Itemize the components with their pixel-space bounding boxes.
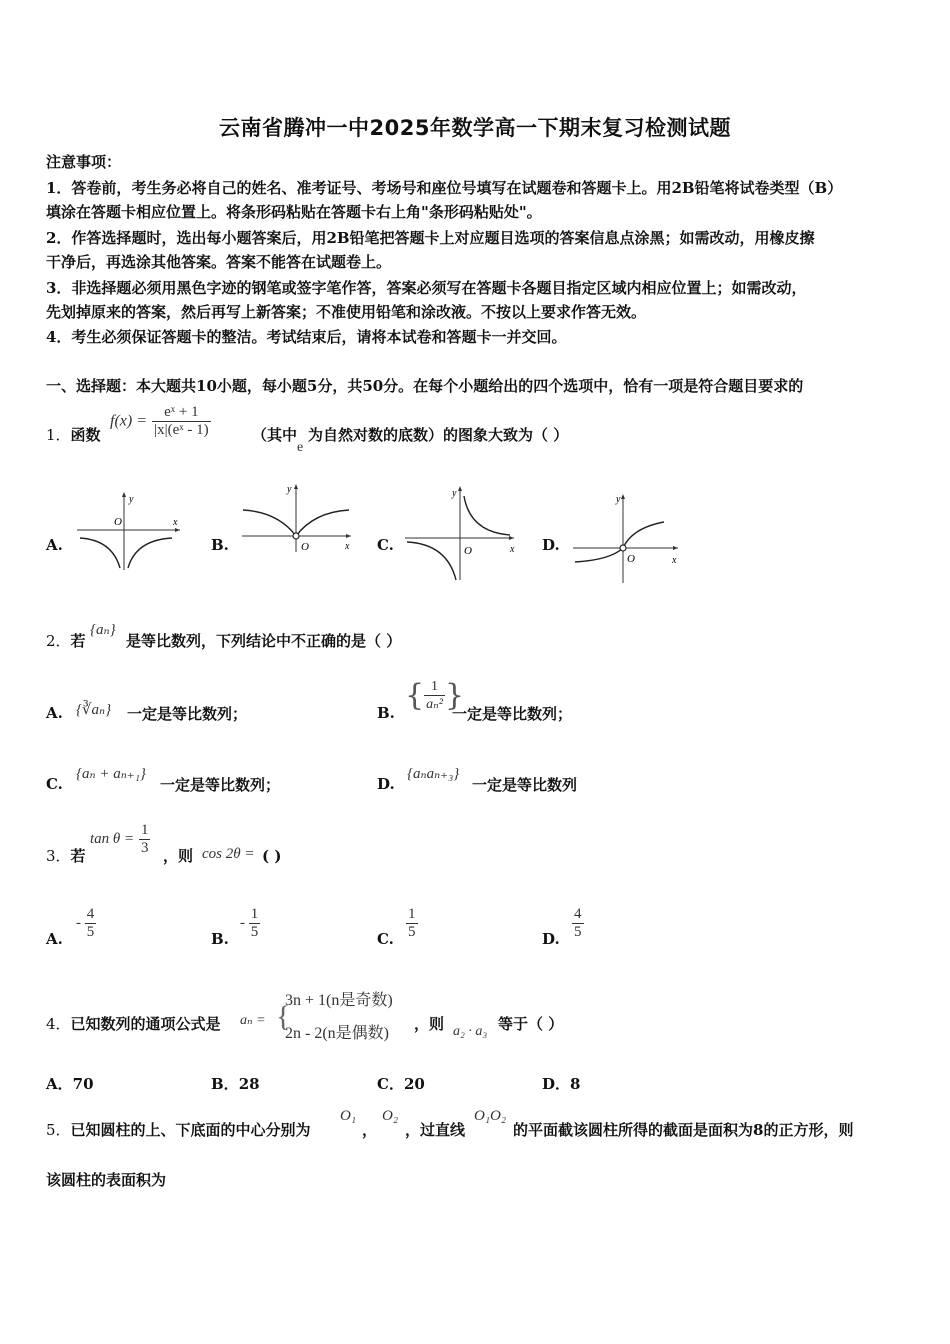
q3-option-d-value (572, 906, 584, 941)
q1-option-b-label: B. (211, 536, 229, 554)
q3-cos: cos 2θ = (202, 846, 255, 862)
q2-number: 2． (46, 632, 71, 650)
q3-option-c-value (406, 906, 418, 941)
q4-case-1: 3n + 1(n是奇数) (285, 992, 393, 1009)
curve-left (407, 542, 456, 580)
q2-option-b-num: 1 (424, 679, 445, 696)
q3-tan: tan θ = (90, 831, 135, 847)
notice-line-3a: 3．非选择题必须用黑色字迹的钢笔或签字笔作答，答案必须写在答题卡各题目指定区域内相应位置上；如需改动， (46, 279, 807, 297)
sign: - (240, 915, 245, 931)
fraction (249, 906, 261, 941)
q4-option-c (377, 1073, 425, 1094)
q4-tail: 等于（ ） (498, 1015, 564, 1033)
q3-option-a-value (76, 906, 96, 941)
q3-option-d-label: D. (542, 930, 560, 948)
q1-option-c-label: C. (377, 536, 394, 554)
q3-number: 3． (46, 847, 71, 865)
q4-option-d (542, 1073, 580, 1094)
notice-line-3b: 先划掉原来的答案，然后再写上新答案；不准使用铅笔和涂改液。不按以上要求作答无效。 (46, 303, 647, 321)
q2-option-c-text: 一定是等比数列； (160, 776, 281, 794)
q3-lead: 若 (70, 847, 86, 865)
den: 5 (86, 924, 95, 940)
q3-fraction-num: 1 (140, 822, 149, 838)
q3-option-c-label: C. (377, 930, 394, 948)
question-5 (46, 1120, 311, 1140)
q1-option-d-label: D. (542, 536, 560, 554)
notice-heading: 注意事项： (46, 153, 122, 171)
q2-option-b-fraction (424, 679, 445, 713)
curve-right (623, 522, 664, 548)
q5-mid: ，过直线 (405, 1121, 466, 1139)
brace-left: { (405, 678, 425, 713)
label: D． (542, 1075, 571, 1093)
q4-mid: ，则 (414, 1015, 445, 1033)
q1-graph-d (570, 490, 685, 585)
axis-x-label: x (510, 544, 515, 555)
q1-graph-b (238, 480, 358, 555)
curve-left (243, 510, 296, 536)
hollow-point (293, 533, 299, 539)
q1-numerator: eˣ + 1 (152, 404, 211, 422)
q2-option-d-expr: {aₙaₙ₊₃} (407, 766, 460, 782)
value: 28 (238, 1075, 260, 1093)
q2-option-b-label: B. (377, 704, 395, 722)
axis-y-label: y (129, 494, 134, 505)
axis-x-label: x (173, 517, 178, 528)
q3-option-a-label: A. (46, 930, 63, 948)
num: 1 (408, 906, 416, 922)
q2-option-d-text: 一定是等比数列 (472, 776, 578, 794)
q3-option-b-label: B. (211, 930, 229, 948)
brace-right: } (444, 678, 465, 713)
question-3 (46, 846, 86, 866)
q1-graph-c (402, 482, 522, 582)
num: 4 (574, 906, 582, 922)
q5-o1: O₁ (340, 1108, 357, 1124)
fraction (85, 906, 97, 941)
page-title: 云南省腾冲一中2025年数学高一下期末复习检测试题 (219, 116, 731, 140)
q3-fraction (139, 822, 151, 857)
notice-line-4: 4．考生必须保证答题卡的整洁。考试结束后，请将本试卷和答题卡一并交回。 (46, 328, 567, 346)
label: B． (211, 1075, 239, 1093)
q3-mid: ，则 (163, 847, 194, 865)
origin-label: O (301, 541, 309, 553)
origin-label: O (114, 516, 122, 528)
q2-option-a-expr: {∛aₙ} (76, 702, 112, 718)
q1-formula (110, 404, 211, 439)
q5-number: 5． (46, 1121, 71, 1139)
axis-y-label: y (452, 488, 457, 499)
q5-o1o2: O₁O₂ (474, 1108, 507, 1124)
section-heading: 一、选择题：本大题共10小题，每小题5分，共50分。在每个小题给出的四个选项中，恰有一项是符合题目要求的 (46, 377, 804, 395)
question-2 (46, 631, 86, 651)
q4-brace: { (276, 1000, 291, 1033)
q2-option-c-label: C. (46, 775, 63, 793)
q2-tail: 是等比数列，下列结论中不正确的是（ ） (126, 632, 402, 650)
axis-y-label: y (616, 494, 621, 505)
den: 5 (408, 924, 416, 940)
q2-option-d-label: D. (377, 775, 395, 793)
q3-option-b-value (240, 906, 260, 941)
q4-option-b (211, 1073, 260, 1094)
hollow-point (620, 545, 626, 551)
notice-line-1a: 1．答卷前，考生务必将自己的姓名、准考证号、考场号和座位号填写在试题卷和答题卡上。用2B铅笔将试卷类型（B） (46, 179, 843, 197)
q4-product: a₂ · a₃ (453, 1024, 488, 1039)
q1-fx: f(x) = (110, 412, 147, 430)
q1-lead: 函数 (70, 426, 101, 444)
fraction (572, 906, 584, 941)
value: 70 (72, 1075, 94, 1093)
notice-line-2b: 干净后，再选涂其他答案。答案不能答在试题卷上。 (46, 253, 392, 271)
q4-number: 4． (46, 1015, 71, 1033)
sign: - (76, 915, 81, 931)
label: A． (46, 1075, 73, 1093)
q1-mid: （其中 (252, 426, 298, 444)
q5-comma: ， (362, 1121, 378, 1139)
q2-option-a-text: 一定是等比数列； (127, 705, 248, 723)
curve-right (128, 538, 172, 568)
q2-sequence: {aₙ} (90, 622, 116, 638)
notice-line-2a: 2．作答选择题时，选出每小题答案后，用2B铅笔把答题卡上对应题目选项的答案信息点涂黑；如需改动，用橡皮擦 (46, 229, 815, 247)
curve-right (296, 510, 349, 536)
q4-case-2: 2n - 2(n是偶数) (285, 1025, 389, 1042)
q1-number: 1． (46, 426, 71, 444)
num: 1 (250, 906, 259, 922)
q5-line-2: 该圆柱的表面积为 (46, 1171, 167, 1189)
q1-e: e (297, 440, 304, 455)
label: C． (377, 1075, 404, 1093)
value: 8 (570, 1075, 581, 1093)
q4-option-a (46, 1073, 94, 1094)
q5-o2: O₂ (382, 1108, 399, 1124)
q2-option-a-label: A. (46, 704, 63, 722)
axis-x-label: x (345, 541, 350, 552)
q1-option-a-label: A. (46, 536, 63, 554)
q2-option-b-den: aₙ² (426, 696, 443, 712)
axis-y-label: y (287, 484, 292, 495)
q3-fraction-den: 3 (140, 840, 149, 856)
q5-lead: 已知圆柱的上、下底面的中心分别为 (70, 1121, 311, 1139)
q1-tail: 为自然对数的底数）的图象大致为（ ） (308, 426, 569, 444)
q2-option-c-expr: {aₙ + aₙ₊₁} (76, 766, 146, 782)
q4-lead: 已知数列的通项公式是 (70, 1015, 221, 1033)
q5-tail: 的平面截该圆柱所得的截面是面积为8的正方形，则 (513, 1121, 854, 1139)
curve-right (464, 496, 510, 535)
notice-line-1b: 填涂在答题卡相应位置上。将条形码粘贴在答题卡右上角"条形码粘贴处"。 (46, 203, 542, 221)
q1-fraction (152, 404, 211, 439)
question-1 (46, 425, 101, 445)
q1-denominator: |x|(eˣ - 1) (154, 422, 209, 438)
origin-label: O (464, 545, 472, 557)
den: 5 (250, 924, 259, 940)
curve-left (575, 548, 623, 562)
curve-left (80, 538, 120, 568)
den: 5 (574, 924, 582, 940)
q4-an: aₙ = (240, 1013, 266, 1028)
num: 4 (86, 906, 95, 922)
origin-label: O (627, 553, 635, 565)
q2-option-b-text: 一定是等比数列； (452, 705, 573, 723)
value: 20 (403, 1075, 425, 1093)
q3-tail: ( ) (262, 847, 282, 865)
q1-graph-a (72, 488, 187, 573)
fraction (406, 906, 418, 941)
q2-lead: 若 (70, 632, 86, 650)
axis-x-label: x (672, 555, 677, 566)
q3-tan-expr (90, 822, 150, 857)
question-4 (46, 1014, 221, 1034)
